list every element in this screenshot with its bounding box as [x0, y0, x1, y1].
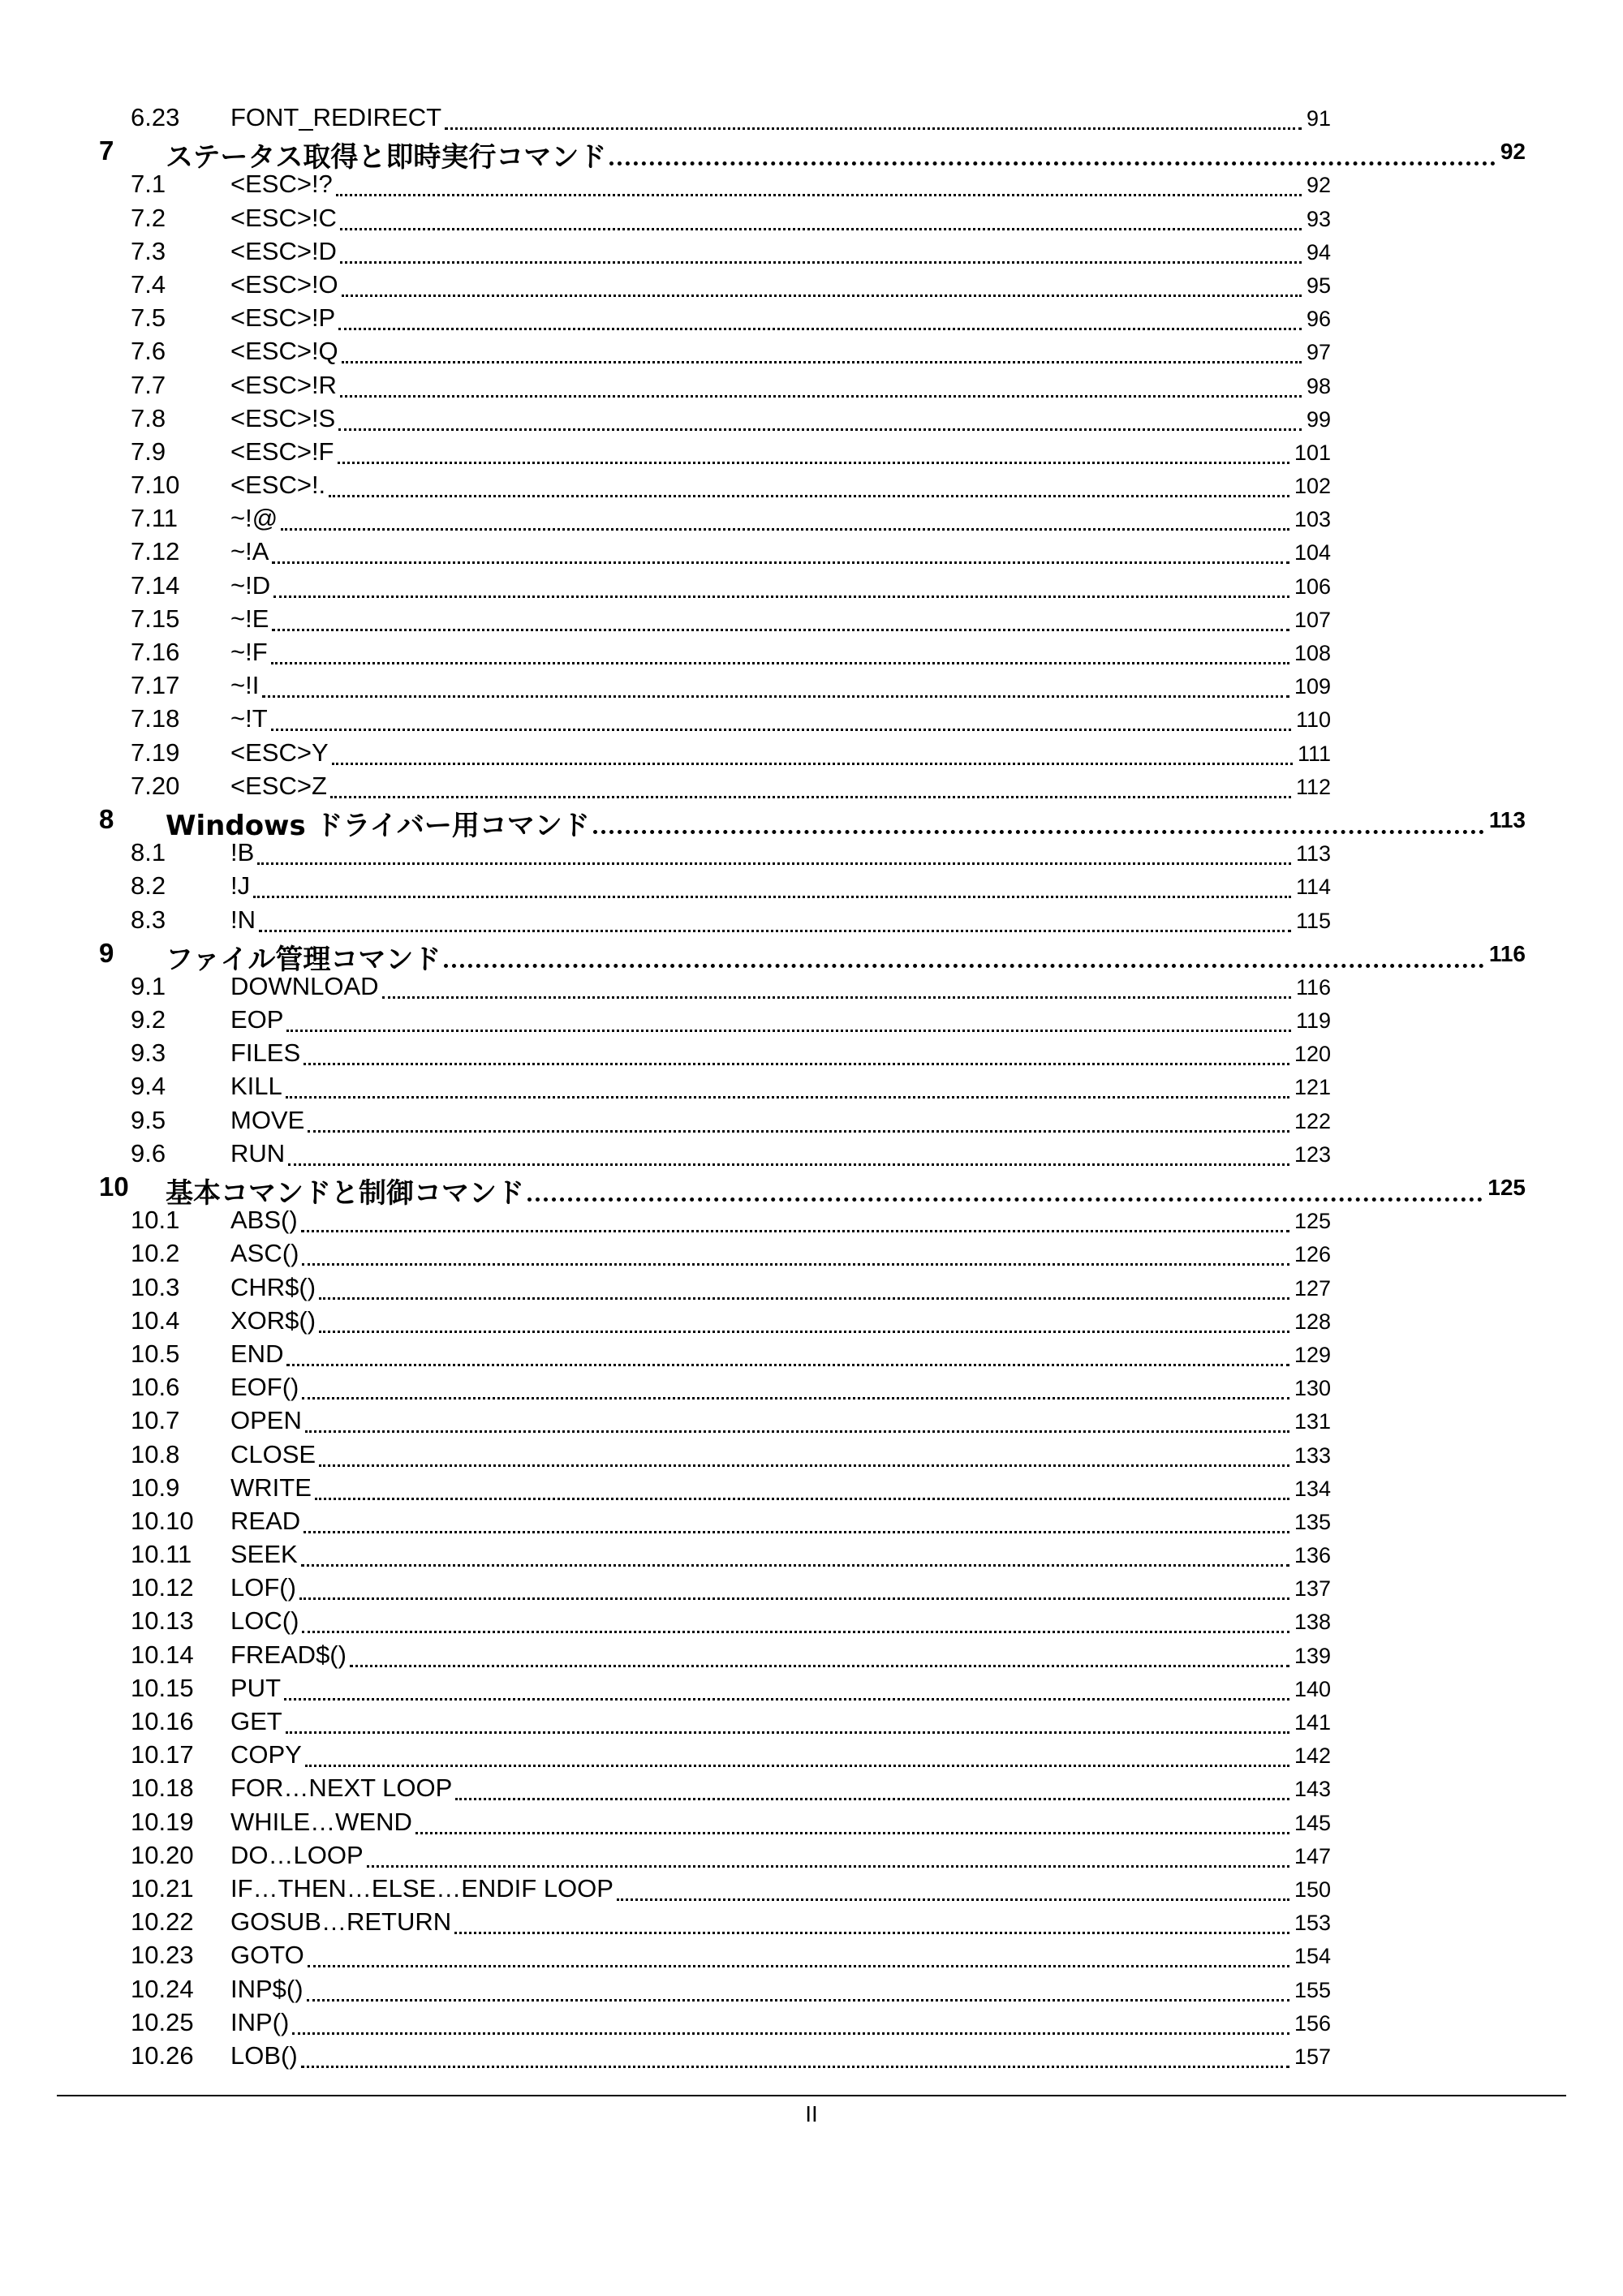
toc-entry-number: 7.9 — [131, 436, 166, 466]
toc-dot-leader — [367, 1842, 1289, 1868]
toc-entry-page: 122 — [1294, 1108, 1331, 1133]
footer-page-number: II — [805, 2101, 818, 2126]
toc-entry-title: WHILE…WEND — [230, 1807, 412, 1836]
toc-entry-number: 7.5 — [131, 303, 166, 333]
toc-section-entry[interactable] — [0, 2036, 1623, 2070]
toc-section-entry[interactable] — [0, 199, 1623, 232]
toc-entry-page: 92 — [1306, 173, 1331, 198]
toc-dot-leader — [455, 1775, 1289, 1800]
toc-entry-page: 126 — [1294, 1242, 1331, 1267]
toc-entry-page: 138 — [1294, 1610, 1331, 1635]
toc-dot-leader — [617, 1876, 1289, 1901]
toc-entry-title: PUT — [230, 1673, 281, 1702]
toc-section-entry[interactable] — [0, 432, 1623, 466]
toc-entry-title: READ — [230, 1506, 301, 1535]
toc-dot-leader — [286, 1709, 1289, 1734]
toc-entry-title: <ESC>!S — [230, 403, 336, 432]
toc-section-entry[interactable] — [0, 1502, 1623, 1535]
toc-entry-title: ASC() — [230, 1239, 299, 1268]
toc-entry-number: 7.11 — [131, 504, 179, 533]
toc-entry-number: 6.23 — [131, 103, 180, 131]
toc-entry-page: 130 — [1294, 1376, 1331, 1401]
toc-entry-title: GOSUB…RETURN — [230, 1907, 452, 1937]
toc-section-entry[interactable] — [0, 232, 1623, 265]
toc-entry-number: 8 — [99, 803, 114, 834]
toc-entry-title: LOB() — [230, 2040, 298, 2070]
toc-entry-number: 7.8 — [131, 403, 166, 432]
toc-entry-number: 7.7 — [131, 370, 166, 399]
toc-entry-title: ファイル管理コマンド — [166, 943, 441, 976]
toc-entry-page: 109 — [1294, 674, 1331, 699]
toc-section-entry[interactable] — [0, 98, 1623, 131]
toc-dot-leader — [527, 1174, 1483, 1202]
toc-dot-leader — [272, 606, 1289, 631]
toc-entry-title: <ESC>!P — [230, 303, 336, 333]
toc-entry-page: 116 — [1295, 974, 1331, 1000]
toc-section-entry[interactable] — [0, 866, 1623, 900]
toc-entry-page: 154 — [1294, 1944, 1331, 1969]
toc-section-entry[interactable] — [0, 901, 1623, 934]
toc-dot-leader — [307, 1976, 1289, 2001]
toc-entry-page: 145 — [1294, 1810, 1331, 1835]
toc-section-entry[interactable] — [0, 165, 1623, 198]
toc-entry-page: 108 — [1294, 641, 1331, 665]
toc-entry-title: GET — [230, 1707, 282, 1735]
toc-dot-leader — [304, 1040, 1289, 1065]
toc-section-entry[interactable] — [0, 1669, 1623, 1702]
toc-entry-page: 135 — [1294, 1509, 1331, 1534]
toc-section-entry[interactable] — [0, 1000, 1623, 1034]
toc-section-entry[interactable] — [0, 666, 1623, 699]
toc-entry-title: EOP — [230, 1005, 284, 1034]
toc-entry-number: 10.13 — [131, 1606, 194, 1636]
toc-entry-number: 7.18 — [131, 704, 180, 733]
toc-dot-leader — [305, 1408, 1289, 1433]
toc-entry-page: 129 — [1294, 1342, 1331, 1367]
toc-entry-page: 106 — [1294, 574, 1331, 599]
toc-entry-number: 10.15 — [131, 1673, 194, 1702]
toc-entry-page: 113 — [1295, 841, 1331, 866]
toc-section-entry[interactable] — [0, 265, 1623, 299]
toc-entry-number: 9.3 — [131, 1038, 166, 1068]
toc-entry-page: 104 — [1294, 540, 1331, 565]
toc-entry-title: XOR$() — [230, 1305, 316, 1335]
toc-section-entry[interactable] — [0, 1201, 1623, 1234]
toc-entry-title: KILL — [230, 1072, 282, 1101]
toc-entry-page: 142 — [1294, 1743, 1331, 1769]
toc-entry-page: 112 — [1295, 774, 1331, 799]
toc-chapter-entry[interactable] — [0, 131, 1623, 174]
toc-entry-title: Windows ドライバー用コマンド — [166, 809, 590, 842]
toc-section-entry[interactable] — [0, 1368, 1623, 1401]
toc-entry-title: INP$() — [230, 1974, 304, 2003]
toc-entry-title: WRITE — [230, 1473, 312, 1502]
toc-entry-number: 7.20 — [131, 771, 180, 800]
toc-entry-title: ~!A — [230, 537, 269, 566]
toc-entry-page: 120 — [1294, 1042, 1331, 1067]
toc-entry-number: 7.6 — [131, 337, 166, 366]
toc-entry-page: 139 — [1294, 1643, 1331, 1668]
toc-entry-title: ABS() — [230, 1206, 298, 1235]
toc-section-entry[interactable] — [0, 733, 1623, 767]
toc-dot-leader — [308, 1107, 1289, 1133]
toc-entry-number: 10.10 — [131, 1506, 194, 1535]
toc-entry-title: <ESC>!Q — [230, 337, 338, 366]
toc-dot-leader — [301, 2043, 1289, 2068]
toc-section-entry[interactable] — [0, 1903, 1623, 1936]
toc-entry-page: 107 — [1294, 607, 1331, 632]
toc-entry-page: 111 — [1297, 741, 1331, 766]
toc-entry-title: LOC() — [230, 1606, 299, 1636]
toc-dot-leader — [332, 740, 1293, 765]
toc-entry-page: 96 — [1306, 307, 1331, 332]
toc-section-entry[interactable] — [0, 532, 1623, 565]
toc-dot-leader — [342, 272, 1302, 297]
toc-entry-page: 137 — [1294, 1576, 1331, 1602]
footer-divider — [57, 2095, 1566, 2096]
toc-entry-number: 10.11 — [131, 1540, 192, 1569]
toc-entry-title: GOTO — [230, 1941, 304, 1970]
toc-dot-leader — [329, 472, 1289, 497]
toc-entry-number: 10.12 — [131, 1573, 194, 1602]
toc-section-entry[interactable] — [0, 1435, 1623, 1468]
toc-entry-number: 10.9 — [131, 1473, 180, 1502]
toc-entry-page: 91 — [1306, 106, 1331, 131]
toc-entry-page: 97 — [1306, 340, 1331, 365]
toc-dot-leader — [338, 439, 1289, 464]
toc-section-entry[interactable] — [0, 399, 1623, 432]
toc-dot-leader — [302, 1240, 1289, 1266]
toc-entry-number: 9.5 — [131, 1105, 166, 1134]
toc-dot-leader — [299, 1575, 1289, 1600]
toc-dot-leader — [302, 1608, 1289, 1633]
toc-entry-number: 7.12 — [131, 537, 180, 566]
toc-entry-number: 7.14 — [131, 570, 180, 600]
toc-entry-number: 10.25 — [131, 2007, 194, 2036]
toc-entry-title: ~!E — [230, 604, 269, 633]
toc-entry-page: 95 — [1306, 273, 1331, 298]
toc-entry-page: 93 — [1306, 206, 1331, 231]
toc-section-entry[interactable] — [0, 1836, 1623, 1869]
toc-section-entry[interactable] — [0, 1735, 1623, 1769]
toc-entry-number: 8.3 — [131, 905, 166, 934]
toc-section-entry[interactable] — [0, 1034, 1623, 1067]
toc-entry-title: FOR…NEXT LOOP — [230, 1774, 453, 1803]
toc-entry-page: 134 — [1294, 1476, 1331, 1501]
toc-entry-title: !N — [230, 905, 256, 934]
toc-entry-number: 10.4 — [131, 1305, 180, 1335]
toc-entry-number: 7.3 — [131, 236, 166, 265]
toc-entry-page: 141 — [1294, 1710, 1331, 1735]
toc-section-entry[interactable] — [0, 566, 1623, 600]
toc-section-entry[interactable] — [0, 1134, 1623, 1167]
toc-dot-leader — [350, 1642, 1289, 1667]
toc-entry-number: 10.17 — [131, 1740, 194, 1769]
toc-entry-title: <ESC>Y — [230, 737, 329, 767]
toc-section-entry[interactable] — [0, 1101, 1623, 1134]
toc-entry-title: SEEK — [230, 1540, 298, 1569]
toc-section-entry[interactable] — [0, 1803, 1623, 1836]
toc-entry-page: 140 — [1294, 1676, 1331, 1701]
toc-entry-page: 116 — [1488, 940, 1526, 966]
toc-dot-leader — [609, 138, 1496, 166]
toc-entry-number: 10.16 — [131, 1707, 194, 1735]
toc-section-entry[interactable] — [0, 1769, 1623, 1802]
toc-entry-title: IF…THEN…ELSE…ENDIF LOOP — [230, 1873, 613, 1903]
toc-entry-number: 10.19 — [131, 1807, 194, 1836]
toc-section-entry[interactable] — [0, 1936, 1623, 1969]
toc-entry-title: ~!T — [230, 704, 268, 733]
toc-entry-title: EOF() — [230, 1373, 299, 1402]
toc-section-entry[interactable] — [0, 1869, 1623, 1903]
toc-entry-number: 7.4 — [131, 269, 166, 299]
toc-entry-page: 94 — [1306, 239, 1331, 264]
toc-entry-page: 125 — [1487, 1175, 1526, 1200]
toc-entry-number: 10.14 — [131, 1640, 194, 1669]
toc-chapter-entry[interactable] — [0, 934, 1623, 976]
toc-dot-leader — [415, 1809, 1289, 1834]
toc-entry-page: 143 — [1294, 1777, 1331, 1802]
toc-entry-title: CHR$() — [230, 1272, 316, 1301]
toc-entry-number: 10.23 — [131, 1941, 194, 1970]
toc-entry-title: FILES — [230, 1038, 301, 1068]
toc-entry-page: 110 — [1295, 707, 1331, 733]
toc-entry-number: 9 — [99, 937, 114, 968]
toc-dot-leader — [340, 205, 1302, 230]
toc-dot-leader — [304, 1508, 1289, 1533]
toc-dot-leader — [382, 974, 1291, 999]
toc-entry-title: DOWNLOAD — [230, 971, 379, 1000]
toc-entry-page: 119 — [1295, 1008, 1331, 1034]
toc-dot-leader — [286, 1073, 1289, 1099]
toc-entry-title: <ESC>!? — [230, 170, 333, 199]
toc-section-entry[interactable] — [0, 1268, 1623, 1301]
toc-section-entry[interactable] — [0, 1067, 1623, 1100]
toc-entry-page: 131 — [1294, 1409, 1331, 1434]
toc-entry-number: 10.24 — [131, 1974, 194, 2003]
toc-entry-title: <ESC>!C — [230, 203, 337, 232]
toc-entry-title: END — [230, 1339, 284, 1368]
toc-section-entry[interactable] — [0, 600, 1623, 633]
toc-dot-leader — [273, 573, 1289, 598]
toc-entry-number: 10.26 — [131, 2040, 194, 2070]
toc-section-entry[interactable] — [0, 833, 1623, 866]
toc-section-entry[interactable] — [0, 1234, 1623, 1267]
toc-dot-leader — [286, 1007, 1291, 1032]
toc-entry-number: 9.2 — [131, 1005, 166, 1034]
toc-entry-number: 7.10 — [131, 471, 180, 500]
toc-entry-title: DO…LOOP — [230, 1840, 364, 1869]
toc-section-entry[interactable] — [0, 1468, 1623, 1502]
toc-entry-title: RUN — [230, 1138, 286, 1167]
toc-entry-number: 7.1 — [131, 170, 166, 199]
toc-section-entry[interactable] — [0, 1301, 1623, 1335]
toc-entry-page: 113 — [1488, 806, 1526, 832]
toc-dot-leader — [342, 338, 1302, 363]
toc-entry-page: 127 — [1294, 1275, 1331, 1301]
toc-dot-leader — [286, 1341, 1289, 1366]
toc-dot-leader — [301, 1207, 1289, 1232]
toc-dot-leader — [338, 305, 1302, 330]
toc-section-entry[interactable] — [0, 967, 1623, 1000]
toc-chapter-entry[interactable] — [0, 1167, 1623, 1210]
toc-section-entry[interactable] — [0, 1335, 1623, 1368]
toc-entry-number: 8.2 — [131, 871, 166, 901]
toc-dot-leader — [454, 1909, 1289, 1934]
toc-section-entry[interactable] — [0, 767, 1623, 800]
toc-entry-number: 7.16 — [131, 638, 180, 666]
toc-entry-title: <ESC>Z — [230, 771, 327, 800]
toc-dot-leader — [259, 907, 1291, 932]
toc-entry-page: 150 — [1294, 1877, 1331, 1902]
toc-entry-title: LOF() — [230, 1573, 296, 1602]
toc-entry-title: ステータス取得と即時実行コマンド — [166, 141, 607, 174]
toc-dot-leader — [340, 239, 1302, 264]
toc-entry-title: <ESC>!. — [230, 471, 326, 500]
toc-entry-number: 7.2 — [131, 203, 166, 232]
toc-section-entry[interactable] — [0, 1636, 1623, 1669]
toc-entry-title: ~!D — [230, 570, 271, 600]
toc-entry-number: 10.2 — [131, 1239, 180, 1268]
toc-entry-title: MOVE — [230, 1105, 305, 1134]
toc-entry-number: 10.18 — [131, 1774, 194, 1803]
toc-entry-page: 92 — [1500, 139, 1526, 165]
toc-dot-leader — [305, 1742, 1289, 1767]
toc-section-entry[interactable] — [0, 332, 1623, 365]
toc-dot-leader — [315, 1475, 1289, 1500]
toc-entry-title: CLOSE — [230, 1439, 316, 1468]
toc-entry-page: 136 — [1294, 1543, 1331, 1568]
toc-dot-leader — [253, 873, 1291, 898]
toc-dot-leader — [262, 673, 1289, 698]
toc-dot-leader — [301, 1541, 1289, 1567]
table-of-contents — [0, 98, 1623, 2070]
toc-dot-leader — [445, 105, 1302, 130]
toc-entry-page: 121 — [1294, 1075, 1331, 1100]
toc-entry-page: 101 — [1294, 440, 1331, 465]
toc-dot-leader — [338, 406, 1302, 431]
toc-entry-title: FONT_REDIRECT — [230, 103, 442, 131]
toc-dot-leader — [319, 1442, 1289, 1467]
toc-entry-page: 98 — [1306, 373, 1331, 398]
toc-section-entry[interactable] — [0, 499, 1623, 532]
toc-entry-page: 147 — [1294, 1843, 1331, 1868]
toc-entry-number: 10.20 — [131, 1840, 194, 1869]
toc-entry-page: 99 — [1306, 406, 1331, 432]
toc-entry-page: 102 — [1294, 474, 1331, 499]
toc-dot-leader — [288, 1141, 1289, 1166]
toc-entry-number: 10.7 — [131, 1406, 180, 1435]
toc-entry-number: 9.4 — [131, 1072, 166, 1101]
toc-section-entry[interactable] — [0, 2003, 1623, 2036]
toc-dot-leader — [444, 940, 1484, 968]
toc-entry-page: 123 — [1294, 1142, 1331, 1167]
toc-section-entry[interactable] — [0, 633, 1623, 666]
toc-entry-page: 114 — [1295, 875, 1331, 900]
toc-dot-leader — [257, 840, 1291, 865]
toc-section-entry[interactable] — [0, 1568, 1623, 1602]
toc-section-entry[interactable] — [0, 699, 1623, 733]
toc-section-entry[interactable] — [0, 1702, 1623, 1735]
toc-entry-number: 9.6 — [131, 1138, 166, 1167]
toc-entry-number: 10.21 — [131, 1873, 194, 1903]
toc-entry-number: 10.6 — [131, 1373, 180, 1402]
toc-dot-leader — [292, 2010, 1289, 2035]
toc-entry-page: 156 — [1294, 2010, 1331, 2036]
toc-section-entry[interactable] — [0, 466, 1623, 499]
toc-dot-leader — [308, 1942, 1289, 1967]
toc-chapter-entry[interactable] — [0, 800, 1623, 842]
toc-section-entry[interactable] — [0, 366, 1623, 399]
toc-entry-page: 133 — [1294, 1443, 1331, 1468]
toc-entry-title: <ESC>!R — [230, 370, 337, 399]
toc-entry-title: <ESC>!O — [230, 269, 338, 299]
toc-section-entry[interactable] — [0, 299, 1623, 332]
toc-entry-title: 基本コマンドと制御コマンド — [166, 1177, 524, 1210]
toc-entry-number: 7 — [99, 135, 114, 166]
toc-section-entry[interactable] — [0, 1970, 1623, 2003]
toc-entry-page: 103 — [1294, 507, 1331, 532]
toc-dot-leader — [302, 1374, 1289, 1400]
toc-entry-number: 7.17 — [131, 671, 180, 700]
toc-entry-page: 157 — [1294, 2044, 1331, 2069]
toc-entry-number: 7.15 — [131, 604, 180, 633]
toc-entry-number: 10.5 — [131, 1339, 180, 1368]
toc-entry-title: !J — [230, 871, 251, 901]
toc-entry-page: 155 — [1294, 1977, 1331, 2002]
toc-section-entry[interactable] — [0, 1535, 1623, 1568]
toc-entry-page: 128 — [1294, 1309, 1331, 1334]
toc-entry-number: 10.3 — [131, 1272, 180, 1301]
toc-entry-title: <ESC>!F — [230, 436, 334, 466]
toc-dot-leader — [271, 639, 1289, 664]
toc-entry-number: 10 — [99, 1172, 129, 1202]
toc-entry-page: 125 — [1294, 1209, 1331, 1234]
toc-dot-leader — [330, 773, 1291, 798]
toc-dot-leader — [340, 372, 1302, 398]
toc-entry-title: COPY — [230, 1740, 302, 1769]
toc-entry-number: 9.1 — [131, 971, 166, 1000]
toc-dot-leader — [593, 806, 1484, 834]
toc-dot-leader — [281, 505, 1289, 531]
toc-entry-title: !B — [230, 838, 255, 867]
toc-entry-title: OPEN — [230, 1406, 302, 1435]
toc-entry-page: 153 — [1294, 1911, 1331, 1936]
toc-section-entry[interactable] — [0, 1602, 1623, 1635]
toc-entry-page: 115 — [1295, 908, 1331, 933]
toc-entry-title: ~!I — [230, 671, 260, 700]
toc-entry-title: ~!F — [230, 638, 268, 666]
toc-dot-leader — [272, 539, 1289, 564]
toc-entry-title: INP() — [230, 2007, 290, 2036]
toc-entry-number: 10.1 — [131, 1206, 180, 1235]
toc-entry-title: <ESC>!D — [230, 236, 337, 265]
toc-entry-number: 8.1 — [131, 838, 166, 867]
toc-dot-leader — [284, 1675, 1289, 1701]
toc-entry-number: 10.8 — [131, 1439, 180, 1468]
toc-entry-title: FREAD$() — [230, 1640, 347, 1669]
toc-entry-title: ~!@ — [230, 504, 278, 533]
toc-dot-leader — [319, 1308, 1289, 1333]
toc-entry-number: 10.22 — [131, 1907, 194, 1937]
toc-dot-leader — [271, 706, 1291, 731]
toc-section-entry[interactable] — [0, 1401, 1623, 1434]
toc-entry-number: 7.19 — [131, 737, 180, 767]
toc-dot-leader — [336, 171, 1302, 196]
toc-dot-leader — [319, 1275, 1289, 1300]
